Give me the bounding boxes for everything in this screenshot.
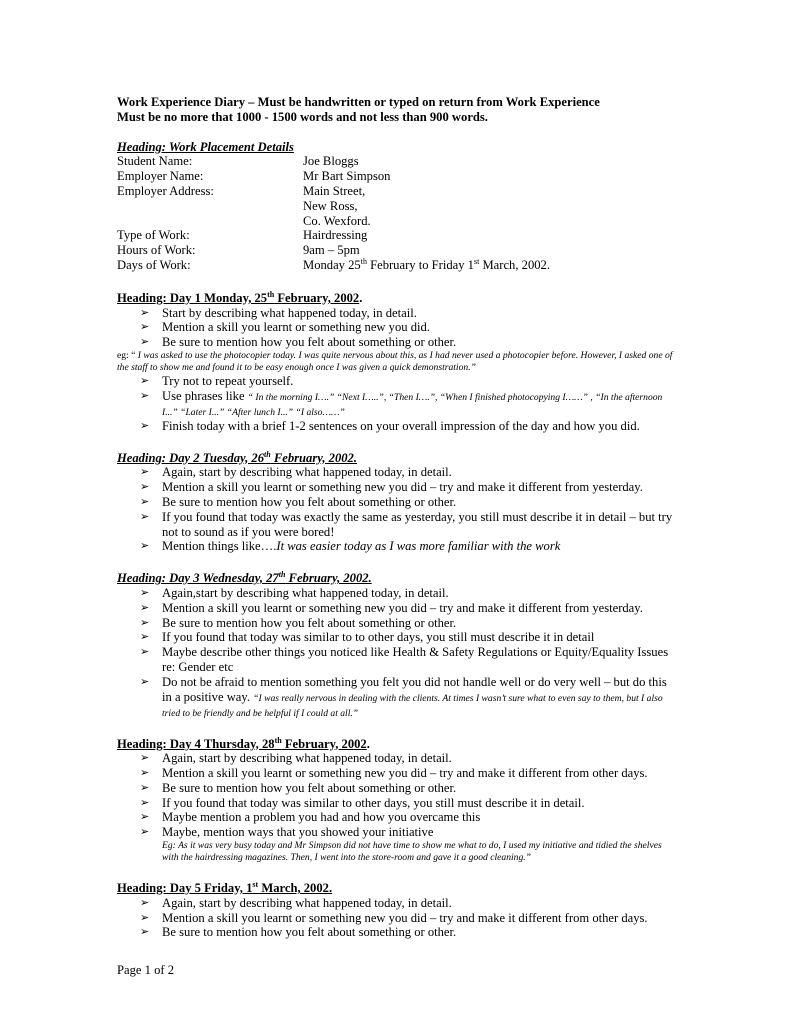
text-run: Maybe mention a problem you had and how you overcame this xyxy=(162,810,481,825)
list-item xyxy=(117,480,677,495)
heading-text xyxy=(117,571,372,585)
text-run: February, 2002. xyxy=(285,571,372,586)
list-item xyxy=(117,320,677,335)
bullet-arrow-icon: ➢ xyxy=(140,601,150,614)
text-run: I was asked to use the photocopier today. I was quite nervous about this, as I had never used a photocopier before. However, I asked one of the staff to show me and found it to be easy enough once I was given a quick demonstration.” xyxy=(117,349,673,373)
detail-value: Main Street, xyxy=(303,183,366,198)
list-item xyxy=(117,495,677,510)
bullet-arrow-icon: ➢ xyxy=(140,419,150,432)
list-item xyxy=(117,825,677,840)
text-run: Again,start by describing what happened today, in detail. xyxy=(162,585,449,600)
bullet-arrow-icon: ➢ xyxy=(140,781,150,794)
detail-label: Student Name: xyxy=(117,154,193,169)
text-run: Again, start by describing what happened today, in detail. xyxy=(162,895,452,910)
text-run: Use phrases like xyxy=(162,388,248,403)
example-text xyxy=(117,840,677,864)
list-item xyxy=(117,616,677,631)
heading-text xyxy=(117,291,359,305)
text-run: Be sure to mention how you felt about something or other. xyxy=(162,615,457,630)
text-run: Maybe, mention ways that you showed your initiative xyxy=(162,825,434,840)
text-run: Monday 25 xyxy=(303,257,361,272)
list-item xyxy=(117,925,677,940)
text-run: Heading: Day 1 Monday, 25 xyxy=(117,290,268,305)
detail-value: New Ross, xyxy=(303,198,358,213)
bullet-arrow-icon: ➢ xyxy=(140,675,150,688)
list-item xyxy=(117,465,677,480)
list-item xyxy=(117,675,677,720)
text-run: February to Friday 1 xyxy=(366,257,474,272)
text-run: Be sure to mention how you felt about something or other. xyxy=(162,494,457,509)
bullet-arrow-icon: ➢ xyxy=(140,540,150,553)
text-run: “ In the morning I….” “Next I…..”, “Then I….”, “When I finished photocopying I……” , “In the afternoon I...” “Later I...” “After lunch I...” “I also……” xyxy=(162,391,663,418)
bullet-arrow-icon: ➢ xyxy=(140,646,150,659)
detail-value xyxy=(303,258,550,273)
text-run: March, 2002. xyxy=(479,257,550,272)
text-run: It was easier today as I was more familiar with the work xyxy=(276,539,561,554)
list-item xyxy=(117,781,677,796)
list-item xyxy=(117,510,677,540)
day-sections xyxy=(117,291,677,941)
bullet-list xyxy=(117,586,677,720)
list-item xyxy=(117,389,677,419)
list-item xyxy=(117,586,677,601)
text-run: th xyxy=(274,735,282,745)
list-item xyxy=(117,911,677,926)
text-run: Mention a skill you learnt or something new you did – try and make it different from yesterday. xyxy=(162,600,643,615)
heading-trail: . xyxy=(366,736,370,751)
heading-text xyxy=(117,737,367,751)
text-run: Heading: Day 4 Thursday, 28 xyxy=(117,736,275,751)
bullet-arrow-icon: ➢ xyxy=(140,481,150,494)
detail-label xyxy=(117,214,303,229)
text-run: Try not to repeat yourself. xyxy=(162,373,294,388)
detail-value: Joe Bloggs xyxy=(303,154,359,169)
list-item xyxy=(117,751,677,766)
bullet-arrow-icon: ➢ xyxy=(140,616,150,629)
list-item xyxy=(117,766,677,781)
text-run: Heading: Day 3 Wednesday, 27 xyxy=(117,571,279,586)
text-run: Mention a skill you learnt or something new you did – try and make it different from other days. xyxy=(162,910,648,925)
placement-details-heading xyxy=(117,140,677,155)
detail-label xyxy=(117,199,303,214)
bullet-list xyxy=(117,465,677,554)
bullet-arrow-icon: ➢ xyxy=(140,926,150,939)
text-run: If you found that today was exactly the same as yesterday, you still must describe it in detail – but try not to sound as if you were bored! xyxy=(162,509,673,539)
list-item xyxy=(117,306,677,321)
text-run: “I was really nervous in dealing with the clients. At times I wasn’t sure what to even say to them, but I also tried to be friendly and be helpful if I could at all.” xyxy=(162,692,663,719)
bullet-arrow-icon: ➢ xyxy=(140,767,150,780)
text-run: February, 2002 xyxy=(281,736,367,751)
text-run: If you found that today was similar to other days, you still must describe it in detail. xyxy=(162,795,585,810)
day-heading xyxy=(117,291,677,306)
list-item xyxy=(117,896,677,911)
text-run: Again, start by describing what happened today, in detail. xyxy=(162,465,452,480)
bullet-arrow-icon: ➢ xyxy=(140,631,150,644)
bullet-list xyxy=(117,306,677,434)
detail-row xyxy=(117,184,677,199)
text-run: th xyxy=(360,256,367,266)
detail-label: Days of Work: xyxy=(117,257,191,272)
text-run: Be sure to mention how you felt about something or other. xyxy=(162,925,457,940)
text-run: Maybe describe other things you noticed like Health & Safety Regulations or Equity/Equality Issues re: Gender etc xyxy=(162,645,669,674)
detail-value: 9am – 5pm xyxy=(303,243,360,258)
day-section-3 xyxy=(117,571,677,719)
day-section-5 xyxy=(117,881,677,940)
text-run: eg: “ xyxy=(117,349,138,361)
detail-row xyxy=(117,199,677,214)
placement-details-table xyxy=(117,154,677,272)
bullet-arrow-icon: ➢ xyxy=(140,896,150,909)
detail-row xyxy=(117,154,677,169)
day-heading xyxy=(117,881,677,896)
text-run: Heading: Day 5 Friday, 1 xyxy=(117,881,253,896)
heading-text xyxy=(117,451,357,465)
detail-value: Hairdressing xyxy=(303,228,368,243)
bullet-arrow-icon: ➢ xyxy=(140,752,150,765)
day-section-4 xyxy=(117,737,677,865)
heading-text: Heading: Work Placement Details xyxy=(117,139,294,154)
bullet-arrow-icon: ➢ xyxy=(140,321,150,334)
detail-value: Co. Wexford. xyxy=(303,213,371,228)
day-heading xyxy=(117,737,677,752)
bullet-list xyxy=(117,751,677,864)
bullet-arrow-icon: ➢ xyxy=(140,826,150,839)
text-run: Finish today with a brief 1-2 sentences on your overall impression of the day and how you did. xyxy=(162,418,640,433)
text-run: February, 2002 xyxy=(274,290,360,305)
document-title: Work Experience Diary – Must be handwritten or typed on return from Work Experience xyxy=(117,95,600,109)
text-run: If you found that today was similar to to other days, you still must describe it in detail xyxy=(162,630,595,645)
text-run: Be sure to mention how you felt about something or other. xyxy=(162,335,457,350)
text-run: March, 2002. xyxy=(258,881,333,896)
heading-text xyxy=(117,881,332,895)
text-run: Again, start by describing what happened today, in detail. xyxy=(162,751,452,766)
list-item xyxy=(117,630,677,645)
detail-label: Type of Work: xyxy=(117,228,190,243)
text-run: th xyxy=(278,569,286,579)
list-item xyxy=(117,645,677,675)
text-run: Do not be afraid to mention something you felt you did not handle well or do very well – but do this in a positive way. xyxy=(162,674,667,704)
detail-label: Hours of Work: xyxy=(117,243,196,258)
detail-row xyxy=(117,169,677,184)
detail-row xyxy=(117,258,677,273)
detail-label: Employer Name: xyxy=(117,169,204,184)
text-run: st xyxy=(473,256,480,266)
text-run: st xyxy=(252,879,259,889)
bullet-arrow-icon: ➢ xyxy=(140,586,150,599)
document-subtitle: Must be no more that 1000 - 1500 words and not less than 900 words. xyxy=(117,109,488,124)
bullet-arrow-icon: ➢ xyxy=(140,336,150,349)
bullet-arrow-icon: ➢ xyxy=(140,495,150,508)
bullet-arrow-icon: ➢ xyxy=(140,811,150,824)
page-footer: Page 1 of 2 xyxy=(117,963,175,977)
bullet-arrow-icon: ➢ xyxy=(140,374,150,387)
day-section-2 xyxy=(117,451,677,555)
text-run: Mention things like…. xyxy=(162,539,277,554)
text-run: Heading: Day 2 Tuesday, 26 xyxy=(117,450,265,465)
detail-row xyxy=(117,214,677,229)
list-item xyxy=(117,810,677,825)
detail-label: Employer Address: xyxy=(117,183,214,198)
bullet-list xyxy=(117,896,677,940)
heading-trail: . xyxy=(359,290,363,305)
detail-value: Mr Bart Simpson xyxy=(303,169,391,184)
text-run: Eg: As it was very busy today and Mr Simpson did not have time to show me what to do, I used my initiative and tidied the shelves with the hairdressing magazines. Then, I went into the store-room and gave it a good cleaning.” xyxy=(162,840,662,864)
day-heading xyxy=(117,451,677,466)
day-section-1 xyxy=(117,291,677,434)
text-run: February, 2002. xyxy=(270,450,357,465)
detail-row xyxy=(117,228,677,243)
bullet-arrow-icon: ➢ xyxy=(140,510,150,523)
bullet-arrow-icon: ➢ xyxy=(140,911,150,924)
text-run: Mention a skill you learnt or something new you did – try and make it different from other days. xyxy=(162,766,648,781)
text-run: Mention a skill you learnt or something new you did. xyxy=(162,320,430,335)
bullet-arrow-icon: ➢ xyxy=(140,796,150,809)
text-run: Start by describing what happened today, in detail. xyxy=(162,305,417,320)
text-run: Mention a skill you learnt or something new you did – try and make it different from yesterday. xyxy=(162,480,643,495)
example-text xyxy=(117,350,677,374)
list-item xyxy=(117,796,677,811)
bullet-arrow-icon: ➢ xyxy=(140,306,150,319)
text-run: th xyxy=(264,449,271,459)
list-item xyxy=(117,601,677,616)
list-item xyxy=(117,539,677,554)
document-page xyxy=(117,95,677,940)
list-item xyxy=(117,374,677,389)
text-run: th xyxy=(267,289,275,299)
detail-row xyxy=(117,243,677,258)
list-item xyxy=(117,335,677,350)
bullet-arrow-icon: ➢ xyxy=(140,389,150,402)
bullet-arrow-icon: ➢ xyxy=(140,466,150,479)
text-run: Be sure to mention how you felt about something or other. xyxy=(162,780,457,795)
day-heading xyxy=(117,571,677,586)
list-item xyxy=(117,419,677,434)
